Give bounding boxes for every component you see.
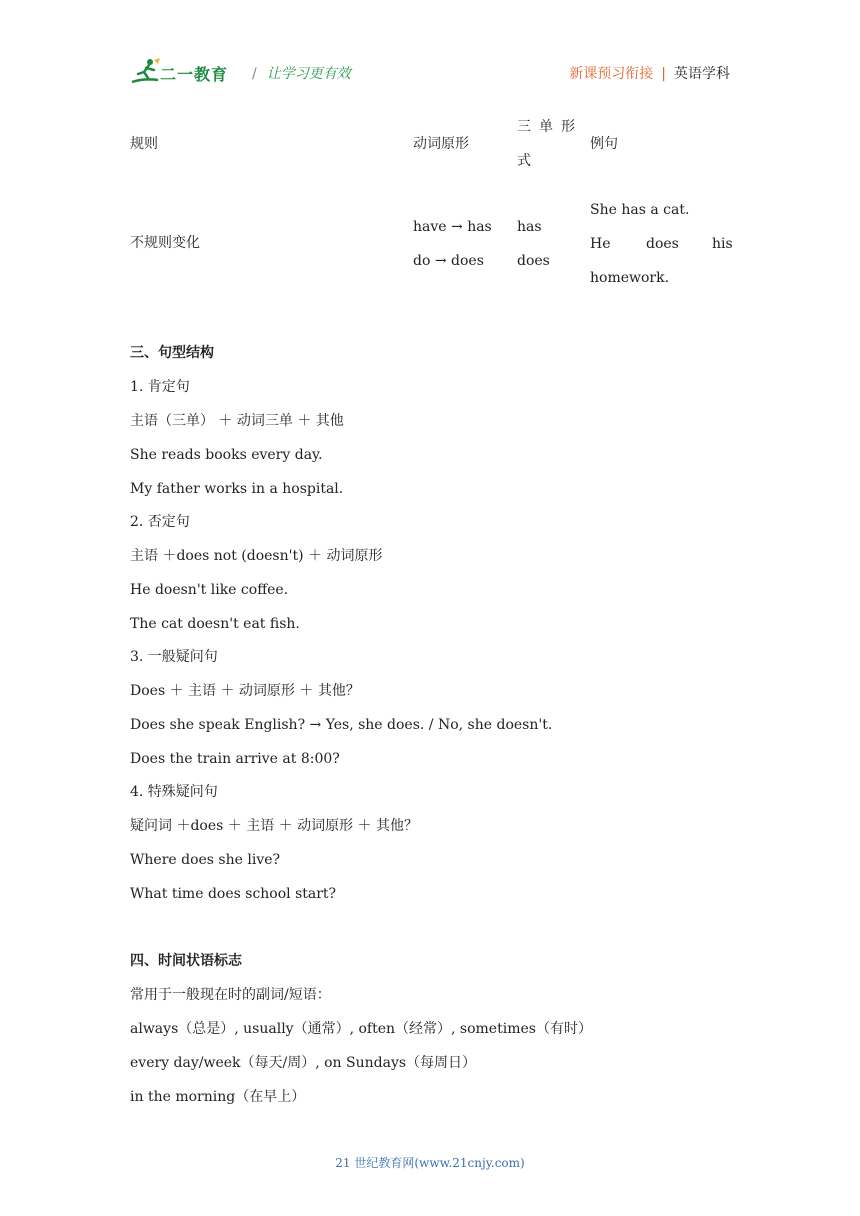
page-header bbox=[130, 56, 730, 90]
section-3-line: 疑问词 ＋does ＋ 主语 ＋ 动词原形 ＋ 其他？ bbox=[130, 818, 419, 834]
section-3-line: Where does she live? bbox=[130, 852, 281, 868]
logo bbox=[130, 56, 240, 88]
table-header-base: 动词原形 bbox=[413, 136, 469, 152]
table-cell-example-2b: does bbox=[646, 236, 679, 252]
header-separator: | bbox=[661, 66, 666, 82]
section-3-line: 主语（三单） ＋ 动词三单 ＋ 其他 bbox=[130, 413, 344, 429]
section-4-line: 常用于一般现在时的副词/短语： bbox=[130, 987, 331, 1003]
table-header-third-a: 三单形 bbox=[517, 119, 583, 135]
section-3-line: 4. 特殊疑问句 bbox=[130, 784, 218, 800]
section-3-line: Does ＋ 主语 ＋ 动词原形 ＋ 其他？ bbox=[130, 683, 360, 699]
section-3-line: What time does school start? bbox=[130, 886, 337, 902]
section-3-title: 三、句型结构 bbox=[130, 345, 214, 361]
header-course: 新课预习衔接 bbox=[569, 66, 654, 82]
section-3-line: 2. 否定句 bbox=[130, 514, 190, 530]
table-header-rule: 规则 bbox=[130, 136, 158, 152]
logo-text: 二一教育 bbox=[160, 65, 229, 84]
table-cell-third-1: has bbox=[517, 219, 542, 235]
table-cell-rule: 不规则变化 bbox=[130, 235, 200, 251]
section-4-line: every day/week（每天/周）, on Sundays（每周日） bbox=[130, 1055, 477, 1071]
section-3-line: She reads books every day. bbox=[130, 447, 323, 463]
runner-logo-icon bbox=[130, 56, 162, 88]
section-4-line: in the morning（在早上） bbox=[130, 1089, 306, 1105]
section-3-line: He doesn't like coffee. bbox=[130, 582, 289, 598]
table-cell-example-1: She has a cat. bbox=[590, 202, 690, 218]
slogan-text: 让学习更有效 bbox=[266, 66, 351, 82]
table-cell-base-1: have → has bbox=[413, 219, 492, 235]
section-3-line: Does she speak English? → Yes, she does. / No, she doesn't. bbox=[130, 717, 553, 733]
section-3-line: The cat doesn't eat fish. bbox=[130, 616, 300, 632]
table-cell-example-2c: his bbox=[712, 236, 733, 252]
table-cell-example-3: homework. bbox=[590, 270, 670, 286]
table-cell-third-2: does bbox=[517, 253, 550, 269]
table-cell-example-2a: He bbox=[590, 236, 611, 252]
slogan bbox=[252, 63, 351, 83]
slogan-slash: / bbox=[252, 66, 257, 82]
page-footer: 21 世纪教育网(www.21cnjy.com) bbox=[335, 1156, 525, 1170]
table-cell-base-2: do → does bbox=[413, 253, 484, 269]
header-subject-name: 英语学科 bbox=[674, 66, 730, 82]
header-subject bbox=[569, 63, 730, 83]
section-4-line: always（总是）, usually（通常）, often（经常）, sometimes（有时） bbox=[130, 1021, 592, 1037]
table-header-third-b: 式 bbox=[517, 153, 531, 169]
section-3-line: 3. 一般疑问句 bbox=[130, 649, 218, 665]
section-3-line: 主语 ＋does not (doesn't) ＋ 动词原形 bbox=[130, 548, 383, 564]
section-3-line: Does the train arrive at 8:00? bbox=[130, 751, 340, 767]
section-3-line: 1. 肯定句 bbox=[130, 379, 190, 395]
table-header-example: 例句 bbox=[590, 136, 618, 152]
section-3-line: My father works in a hospital. bbox=[130, 481, 344, 497]
section-4-title: 四、时间状语标志 bbox=[130, 953, 242, 969]
